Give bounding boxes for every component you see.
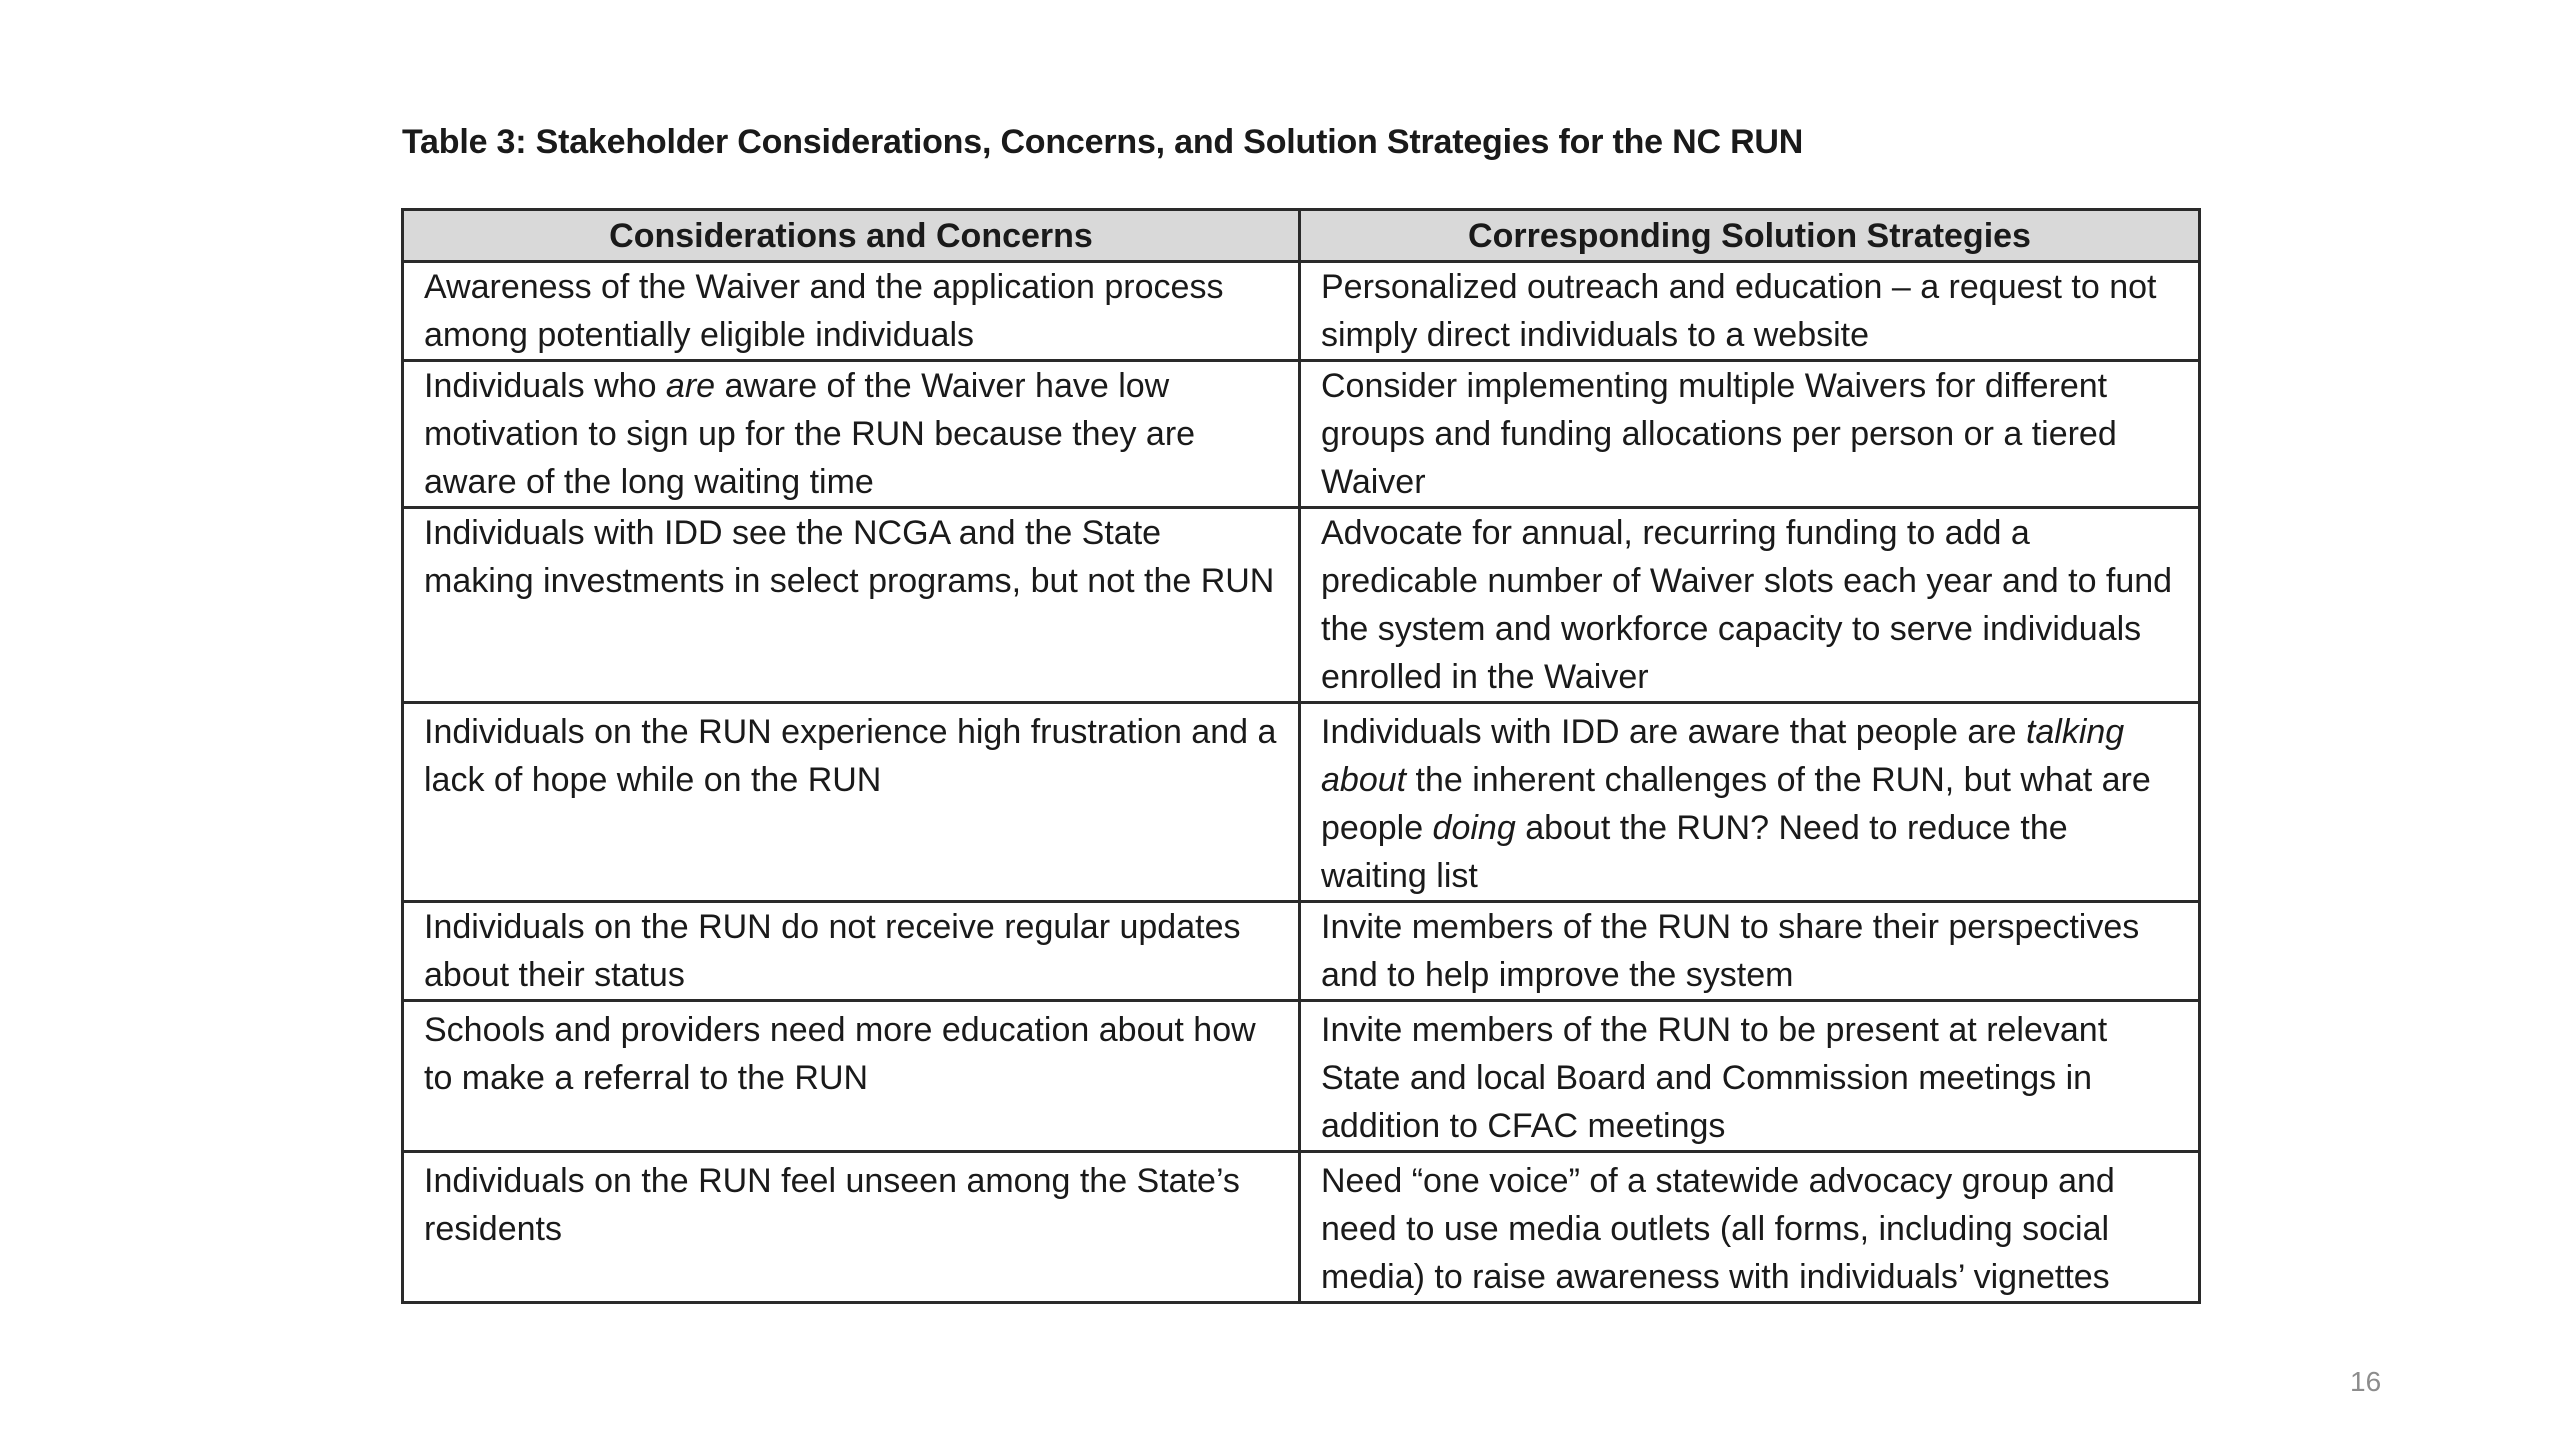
table-row	[403, 361, 2200, 508]
concern-cell: Awareness of the Waiver and the application process among potentially eligible individuals	[403, 262, 1300, 361]
strategy-cell	[1300, 703, 2200, 902]
concern-cell: Individuals with IDD see the NCGA and the State making investments in select programs, but not the RUN	[403, 508, 1300, 703]
strategy-text: Individuals with IDD are aware that people are	[1321, 713, 2026, 751]
strategy-cell: Advocate for annual, recurring funding to add a predicable number of Waiver slots each year and to fund the system and workforce capacity to serve individuals enrolled in the Waiver	[1300, 508, 2200, 703]
concern-cell: Individuals on the RUN do not receive regular updates about their status	[403, 902, 1300, 1001]
strategy-cell: Invite members of the RUN to be present at relevant State and local Board and Commission meetings in addition to CFAC meetings	[1300, 1001, 2200, 1152]
table-row	[403, 508, 2200, 703]
column-header-concerns: Considerations and Concerns	[403, 210, 1300, 262]
strategy-cell: Invite members of the RUN to share their perspectives and to help improve the system	[1300, 902, 2200, 1001]
table-title: Table 3: Stakeholder Considerations, Concerns, and Solution Strategies for the NC RUN	[402, 123, 1804, 161]
concern-text: Individuals who	[424, 367, 666, 405]
strategy-cell: Personalized outreach and education – a request to not simply direct individuals to a website	[1300, 262, 2200, 361]
concern-cell: Schools and providers need more education about how to make a referral to the RUN	[403, 1001, 1300, 1152]
strategy-text: about the RUN? Need to reduce the waiting list	[1321, 809, 2068, 895]
concern-emphasis: are	[665, 367, 716, 405]
table-row	[403, 262, 2200, 361]
page-number: 16	[2350, 1366, 2382, 1397]
strategy-emphasis: doing	[1432, 809, 1516, 847]
table-row	[403, 902, 2200, 1001]
table-row	[403, 1152, 2200, 1303]
strategy-cell: Consider implementing multiple Waivers for different groups and funding allocations per person or a tiered Waiver	[1300, 361, 2200, 508]
stakeholder-table	[401, 208, 2201, 1304]
concern-cell	[403, 361, 1300, 508]
strategy-text: the inherent challenges of the RUN, but what are people	[1321, 761, 2151, 847]
concern-cell: Individuals on the RUN feel unseen among the State’s residents	[403, 1152, 1300, 1303]
table-row	[403, 1001, 2200, 1152]
table-header-row	[403, 210, 2200, 262]
concern-cell: Individuals on the RUN experience high frustration and a lack of hope while on the RUN	[403, 703, 1300, 902]
strategy-emphasis: talking about	[1321, 713, 2125, 799]
column-header-strategies: Corresponding Solution Strategies	[1300, 210, 2200, 262]
concern-text: aware of the Waiver have low motivation to sign up for the RUN because they are aware of the long waiting time	[424, 367, 1196, 501]
strategy-cell: Need “one voice” of a statewide advocacy group and need to use media outlets (all forms, including social media) to raise awareness with individuals’ vignettes	[1300, 1152, 2200, 1303]
table-row	[403, 703, 2200, 902]
